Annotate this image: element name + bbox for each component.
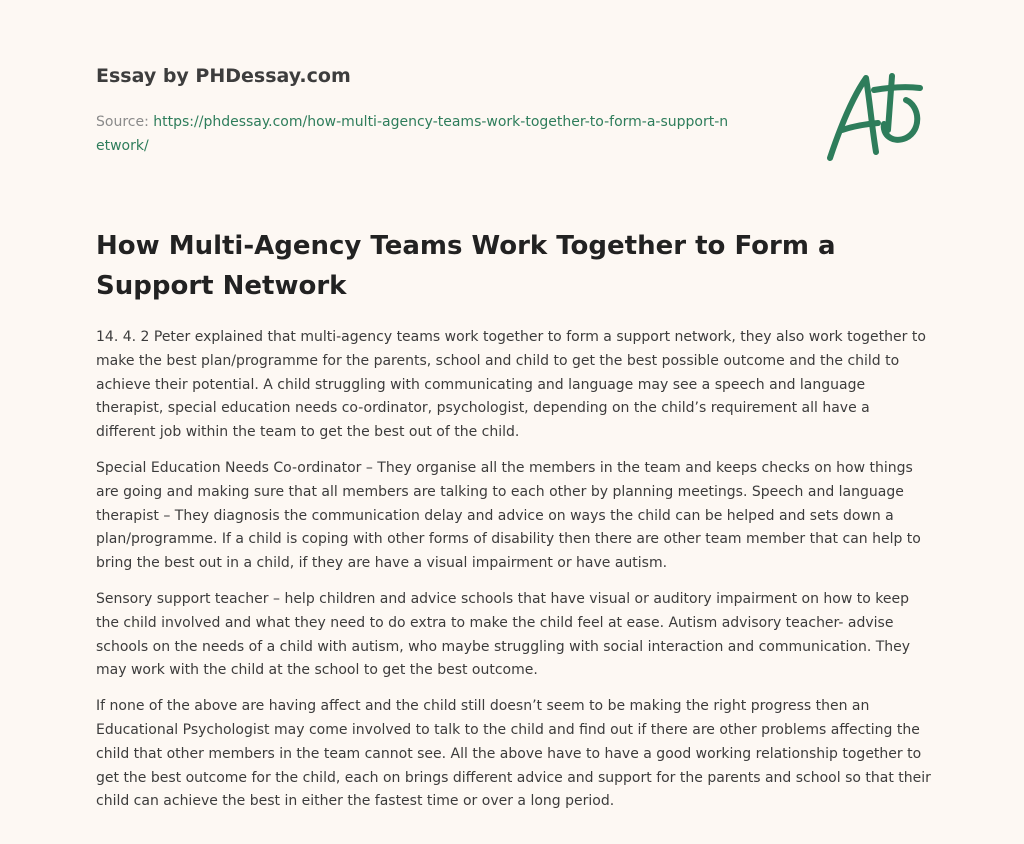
essay-paragraph: 14. 4. 2 Peter explained that multi-agency teams work together to form a support network, they also work together to make the best plan/programme for the parents, school and child to get the best possible outcome and the child to achieve their potential. A child struggling with communicating and language may see a speech and language therapist, special education needs co-ordinator, psychologist, depending on the child’s requirement all have a different job within the team to get the best out of the child. xyxy=(96,329,926,441)
a-plus-grade-icon xyxy=(822,68,932,168)
source-line xyxy=(96,110,736,158)
essay-title: How Multi-Agency Teams Work Together to Form a Support Network xyxy=(96,231,836,301)
essay-paragraph: Sensory support teacher – help children and advice schools that have visual or auditory impairment on how to keep the child involved and what they need to do extra to make the child feel at ease. Autism advisory teacher- advise schools on the needs of a child with autism, who maybe struggling with social interaction and communication. They may work with the child at the school to get the best outcome. xyxy=(96,590,911,679)
source-label: Source: xyxy=(96,114,154,130)
site-brand: Essay by PHDessay.com xyxy=(96,65,351,87)
essay-paragraph: If none of the above are having affect and the child still doesn’t seem to be making the right progress then an Educational Psychologist may come involved to talk to the child and find out if there are other problems affecting the child that other members in the team cannot see. All the above have to have a good working relationship together to get the best outcome for the child, each on brings different advice and support for the parents and school so that their child can achieve the best in either the fastest time or over a long period. xyxy=(96,698,931,810)
essay-header xyxy=(96,62,736,158)
essay-body xyxy=(96,326,932,826)
source-link[interactable]: https://phdessay.com/how-multi-agency-teams-work-together-to-form-a-support-network/ xyxy=(96,114,729,154)
essay-paragraph: Special Education Needs Co-ordinator – They organise all the members in the team and keeps checks on how things are going and making sure that all members are talking to each other by planning meetings. Speech and language therapist – They diagnosis the communication delay and advice on ways the child can be helped and sets down a plan/programme. If a child is coping with other forms of disability then there are other team member that can help to bring the best out in a child, if they are have a visual impairment or have autism. xyxy=(96,459,921,572)
